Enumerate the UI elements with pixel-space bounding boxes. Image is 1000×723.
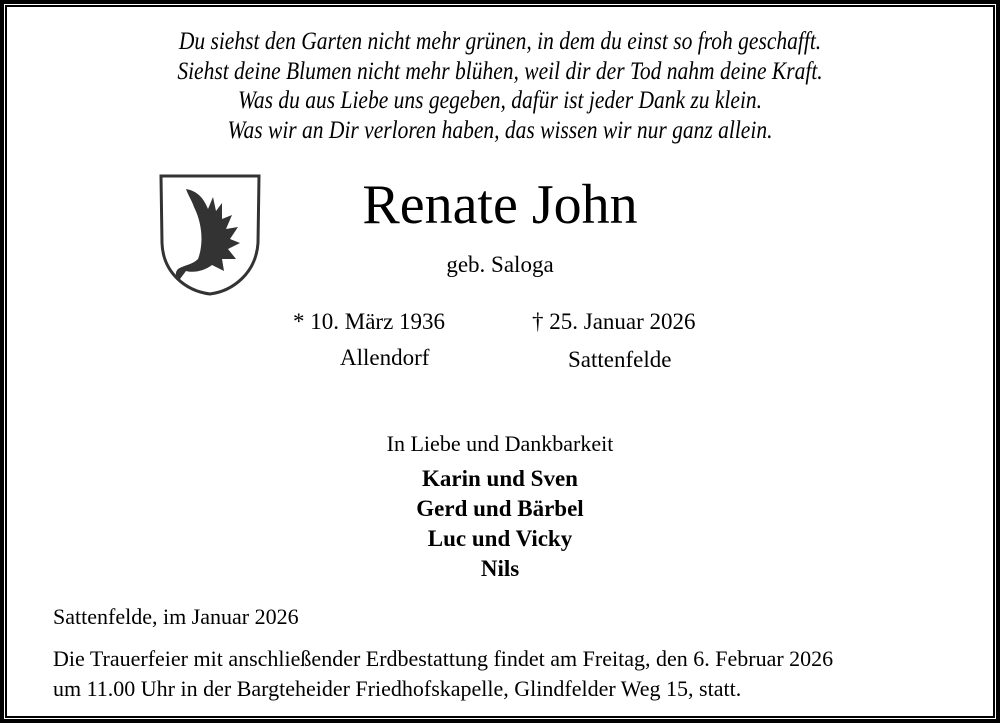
- birth-date: * 10. März 1936: [293, 309, 446, 334]
- death-place: Sattenfelde: [568, 347, 672, 372]
- deceased-name: Renate John: [362, 174, 638, 236]
- mourner: Karin und Sven: [422, 466, 578, 491]
- mourner: Gerd und Bärbel: [416, 496, 584, 521]
- death-date: † 25. Januar 2026: [532, 309, 696, 334]
- maiden-name: geb. Saloga: [446, 252, 554, 277]
- funeral-notice: [53, 644, 833, 704]
- verse: [7, 27, 993, 145]
- verse-line: Was du aus Liebe uns gegeben, dafür ist jeder Dank zu klein.: [237, 87, 763, 114]
- verse-line: Siehst deine Blumen nicht mehr blühen, weil dir der Tod nahm deine Kraft.: [177, 57, 823, 85]
- verse-line: Du siehst den Garten nicht mehr grünen, in dem du einst so froh geschafft.: [178, 28, 822, 55]
- notice-line: um 11.00 Uhr in der Bargteheider Friedhofskapelle, Glindfelder Weg 15, statt.: [53, 676, 742, 701]
- notice-line: Die Trauerfeier mit anschließender Erdbestattung findet am Freitag, den 6. Februar 2026: [53, 646, 834, 671]
- mourner: Nils: [480, 556, 520, 581]
- birth-place: Allendorf: [340, 345, 430, 370]
- mourners-list: [7, 464, 993, 584]
- obituary-notice: [5, 5, 995, 718]
- verse-line: Was wir an Dir verloren haben, das wissen wir nur ganz allein.: [227, 116, 773, 144]
- mourners-intro: In Liebe und Dankbarkeit: [386, 431, 614, 456]
- mourner: Luc und Vicky: [427, 526, 573, 551]
- place-date: Sattenfelde, im Januar 2026: [53, 604, 299, 629]
- outer-frame: [4, 4, 996, 719]
